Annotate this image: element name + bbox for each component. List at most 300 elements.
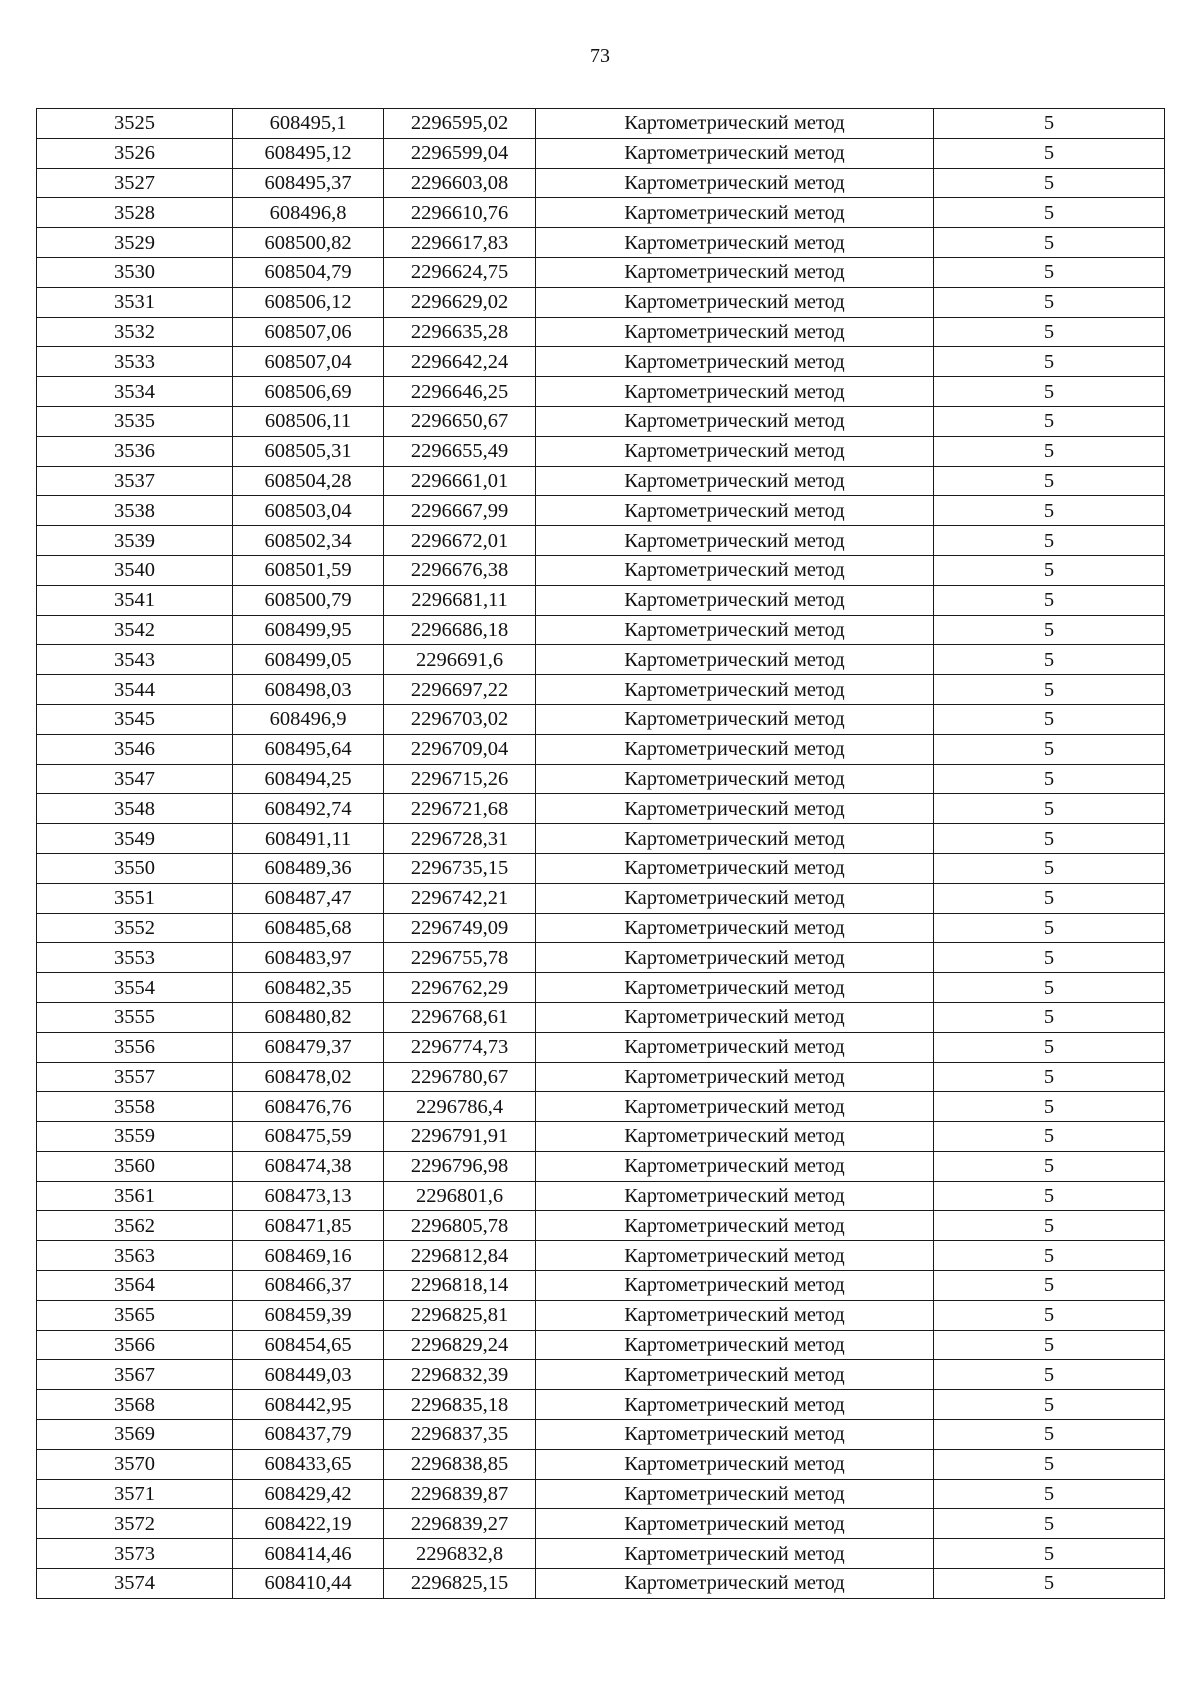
table-row bbox=[37, 1062, 1165, 1092]
accuracy-cell: 5 bbox=[934, 1479, 1165, 1509]
point-number-cell: 3531 bbox=[37, 287, 233, 317]
table-row bbox=[37, 585, 1165, 615]
point-number-cell: 3536 bbox=[37, 436, 233, 466]
y-coordinate-cell: 2296837,35 bbox=[384, 1420, 536, 1450]
method-cell: Картометрический метод bbox=[536, 1479, 934, 1509]
accuracy-cell: 5 bbox=[934, 1211, 1165, 1241]
accuracy-cell: 5 bbox=[934, 228, 1165, 258]
y-coordinate-cell: 2296832,8 bbox=[384, 1539, 536, 1569]
point-number-cell: 3538 bbox=[37, 496, 233, 526]
point-number-cell: 3543 bbox=[37, 645, 233, 675]
method-cell: Картометрический метод bbox=[536, 1002, 934, 1032]
x-coordinate-cell: 608466,37 bbox=[233, 1271, 384, 1301]
accuracy-cell: 5 bbox=[934, 1330, 1165, 1360]
point-number-cell: 3570 bbox=[37, 1449, 233, 1479]
accuracy-cell: 5 bbox=[934, 1569, 1165, 1599]
accuracy-cell: 5 bbox=[934, 377, 1165, 407]
method-cell: Картометрический метод bbox=[536, 794, 934, 824]
y-coordinate-cell: 2296715,26 bbox=[384, 764, 536, 794]
x-coordinate-cell: 608505,31 bbox=[233, 436, 384, 466]
x-coordinate-cell: 608475,59 bbox=[233, 1122, 384, 1152]
accuracy-cell: 5 bbox=[934, 853, 1165, 883]
table-row bbox=[37, 1032, 1165, 1062]
point-number-cell: 3529 bbox=[37, 228, 233, 258]
x-coordinate-cell: 608485,68 bbox=[233, 913, 384, 943]
x-coordinate-cell: 608480,82 bbox=[233, 1002, 384, 1032]
y-coordinate-cell: 2296774,73 bbox=[384, 1032, 536, 1062]
accuracy-cell: 5 bbox=[934, 168, 1165, 198]
x-coordinate-cell: 608496,8 bbox=[233, 198, 384, 228]
y-coordinate-cell: 2296818,14 bbox=[384, 1271, 536, 1301]
y-coordinate-cell: 2296672,01 bbox=[384, 526, 536, 556]
point-number-cell: 3530 bbox=[37, 257, 233, 287]
table-row bbox=[37, 615, 1165, 645]
y-coordinate-cell: 2296595,02 bbox=[384, 109, 536, 139]
y-coordinate-cell: 2296728,31 bbox=[384, 824, 536, 854]
x-coordinate-cell: 608495,37 bbox=[233, 168, 384, 198]
y-coordinate-cell: 2296686,18 bbox=[384, 615, 536, 645]
y-coordinate-cell: 2296655,49 bbox=[384, 436, 536, 466]
accuracy-cell: 5 bbox=[934, 1181, 1165, 1211]
y-coordinate-cell: 2296681,11 bbox=[384, 585, 536, 615]
table-row bbox=[37, 1360, 1165, 1390]
method-cell: Картометрический метод bbox=[536, 973, 934, 1003]
accuracy-cell: 5 bbox=[934, 109, 1165, 139]
table-row bbox=[37, 1151, 1165, 1181]
y-coordinate-cell: 2296610,76 bbox=[384, 198, 536, 228]
table-row bbox=[37, 675, 1165, 705]
method-cell: Картометрический метод bbox=[536, 347, 934, 377]
x-coordinate-cell: 608433,65 bbox=[233, 1449, 384, 1479]
coordinates-table-body bbox=[37, 109, 1165, 1599]
y-coordinate-cell: 2296749,09 bbox=[384, 913, 536, 943]
method-cell: Картометрический метод bbox=[536, 1032, 934, 1062]
method-cell: Картометрический метод bbox=[536, 1509, 934, 1539]
table-row bbox=[37, 824, 1165, 854]
x-coordinate-cell: 608500,79 bbox=[233, 585, 384, 615]
x-coordinate-cell: 608499,05 bbox=[233, 645, 384, 675]
table-row bbox=[37, 526, 1165, 556]
point-number-cell: 3544 bbox=[37, 675, 233, 705]
method-cell: Картометрический метод bbox=[536, 1092, 934, 1122]
x-coordinate-cell: 608414,46 bbox=[233, 1539, 384, 1569]
y-coordinate-cell: 2296786,4 bbox=[384, 1092, 536, 1122]
x-coordinate-cell: 608507,06 bbox=[233, 317, 384, 347]
method-cell: Картометрический метод bbox=[536, 1569, 934, 1599]
table-row bbox=[37, 436, 1165, 466]
method-cell: Картометрический метод bbox=[536, 377, 934, 407]
y-coordinate-cell: 2296805,78 bbox=[384, 1211, 536, 1241]
point-number-cell: 3546 bbox=[37, 734, 233, 764]
point-number-cell: 3572 bbox=[37, 1509, 233, 1539]
x-coordinate-cell: 608503,04 bbox=[233, 496, 384, 526]
x-coordinate-cell: 608495,12 bbox=[233, 138, 384, 168]
point-number-cell: 3541 bbox=[37, 585, 233, 615]
method-cell: Картометрический метод bbox=[536, 1539, 934, 1569]
y-coordinate-cell: 2296838,85 bbox=[384, 1449, 536, 1479]
accuracy-cell: 5 bbox=[934, 704, 1165, 734]
y-coordinate-cell: 2296755,78 bbox=[384, 943, 536, 973]
x-coordinate-cell: 608454,65 bbox=[233, 1330, 384, 1360]
y-coordinate-cell: 2296650,67 bbox=[384, 406, 536, 436]
table-row bbox=[37, 1420, 1165, 1450]
point-number-cell: 3551 bbox=[37, 883, 233, 913]
method-cell: Картометрический метод bbox=[536, 1241, 934, 1271]
table-row bbox=[37, 913, 1165, 943]
point-number-cell: 3545 bbox=[37, 704, 233, 734]
method-cell: Картометрический метод bbox=[536, 824, 934, 854]
point-number-cell: 3528 bbox=[37, 198, 233, 228]
y-coordinate-cell: 2296721,68 bbox=[384, 794, 536, 824]
method-cell: Картометрический метод bbox=[536, 257, 934, 287]
method-cell: Картометрический метод bbox=[536, 436, 934, 466]
y-coordinate-cell: 2296697,22 bbox=[384, 675, 536, 705]
x-coordinate-cell: 608442,95 bbox=[233, 1390, 384, 1420]
x-coordinate-cell: 608507,04 bbox=[233, 347, 384, 377]
x-coordinate-cell: 608489,36 bbox=[233, 853, 384, 883]
table-row bbox=[37, 883, 1165, 913]
accuracy-cell: 5 bbox=[934, 585, 1165, 615]
point-number-cell: 3532 bbox=[37, 317, 233, 347]
table-row bbox=[37, 1479, 1165, 1509]
accuracy-cell: 5 bbox=[934, 645, 1165, 675]
x-coordinate-cell: 608459,39 bbox=[233, 1300, 384, 1330]
accuracy-cell: 5 bbox=[934, 764, 1165, 794]
y-coordinate-cell: 2296825,81 bbox=[384, 1300, 536, 1330]
method-cell: Картометрический метод bbox=[536, 1151, 934, 1181]
accuracy-cell: 5 bbox=[934, 466, 1165, 496]
method-cell: Картометрический метод bbox=[536, 1390, 934, 1420]
accuracy-cell: 5 bbox=[934, 675, 1165, 705]
y-coordinate-cell: 2296768,61 bbox=[384, 1002, 536, 1032]
point-number-cell: 3561 bbox=[37, 1181, 233, 1211]
table-row bbox=[37, 377, 1165, 407]
method-cell: Картометрический метод bbox=[536, 1449, 934, 1479]
method-cell: Картометрический метод bbox=[536, 913, 934, 943]
y-coordinate-cell: 2296839,87 bbox=[384, 1479, 536, 1509]
y-coordinate-cell: 2296599,04 bbox=[384, 138, 536, 168]
point-number-cell: 3574 bbox=[37, 1569, 233, 1599]
point-number-cell: 3557 bbox=[37, 1062, 233, 1092]
accuracy-cell: 5 bbox=[934, 1032, 1165, 1062]
x-coordinate-cell: 608429,42 bbox=[233, 1479, 384, 1509]
point-number-cell: 3550 bbox=[37, 853, 233, 883]
table-row bbox=[37, 1509, 1165, 1539]
point-number-cell: 3537 bbox=[37, 466, 233, 496]
method-cell: Картометрический метод bbox=[536, 675, 934, 705]
y-coordinate-cell: 2296832,39 bbox=[384, 1360, 536, 1390]
point-number-cell: 3525 bbox=[37, 109, 233, 139]
method-cell: Картометрический метод bbox=[536, 1330, 934, 1360]
accuracy-cell: 5 bbox=[934, 526, 1165, 556]
y-coordinate-cell: 2296791,91 bbox=[384, 1122, 536, 1152]
y-coordinate-cell: 2296829,24 bbox=[384, 1330, 536, 1360]
accuracy-cell: 5 bbox=[934, 1002, 1165, 1032]
y-coordinate-cell: 2296676,38 bbox=[384, 555, 536, 585]
y-coordinate-cell: 2296835,18 bbox=[384, 1390, 536, 1420]
x-coordinate-cell: 608483,97 bbox=[233, 943, 384, 973]
point-number-cell: 3569 bbox=[37, 1420, 233, 1450]
table-row bbox=[37, 287, 1165, 317]
x-coordinate-cell: 608479,37 bbox=[233, 1032, 384, 1062]
point-number-cell: 3565 bbox=[37, 1300, 233, 1330]
table-row bbox=[37, 1569, 1165, 1599]
y-coordinate-cell: 2296629,02 bbox=[384, 287, 536, 317]
x-coordinate-cell: 608449,03 bbox=[233, 1360, 384, 1390]
point-number-cell: 3552 bbox=[37, 913, 233, 943]
method-cell: Картометрический метод bbox=[536, 704, 934, 734]
method-cell: Картометрический метод bbox=[536, 943, 934, 973]
table-row bbox=[37, 198, 1165, 228]
table-row bbox=[37, 973, 1165, 1003]
point-number-cell: 3548 bbox=[37, 794, 233, 824]
method-cell: Картометрический метод bbox=[536, 764, 934, 794]
accuracy-cell: 5 bbox=[934, 1241, 1165, 1271]
point-number-cell: 3558 bbox=[37, 1092, 233, 1122]
point-number-cell: 3571 bbox=[37, 1479, 233, 1509]
page-number: 73 bbox=[590, 45, 610, 67]
accuracy-cell: 5 bbox=[934, 257, 1165, 287]
accuracy-cell: 5 bbox=[934, 496, 1165, 526]
x-coordinate-cell: 608476,76 bbox=[233, 1092, 384, 1122]
table-row bbox=[37, 109, 1165, 139]
y-coordinate-cell: 2296742,21 bbox=[384, 883, 536, 913]
x-coordinate-cell: 608506,69 bbox=[233, 377, 384, 407]
method-cell: Картометрический метод bbox=[536, 466, 934, 496]
table-row bbox=[37, 1390, 1165, 1420]
accuracy-cell: 5 bbox=[934, 1509, 1165, 1539]
method-cell: Картометрический метод bbox=[536, 287, 934, 317]
accuracy-cell: 5 bbox=[934, 436, 1165, 466]
y-coordinate-cell: 2296796,98 bbox=[384, 1151, 536, 1181]
y-coordinate-cell: 2296825,15 bbox=[384, 1569, 536, 1599]
point-number-cell: 3553 bbox=[37, 943, 233, 973]
x-coordinate-cell: 608496,9 bbox=[233, 704, 384, 734]
method-cell: Картометрический метод bbox=[536, 1062, 934, 1092]
x-coordinate-cell: 608478,02 bbox=[233, 1062, 384, 1092]
y-coordinate-cell: 2296801,6 bbox=[384, 1181, 536, 1211]
table-row bbox=[37, 228, 1165, 258]
table-row bbox=[37, 764, 1165, 794]
accuracy-cell: 5 bbox=[934, 1360, 1165, 1390]
table-row bbox=[37, 1449, 1165, 1479]
point-number-cell: 3567 bbox=[37, 1360, 233, 1390]
method-cell: Картометрический метод bbox=[536, 1360, 934, 1390]
accuracy-cell: 5 bbox=[934, 1539, 1165, 1569]
y-coordinate-cell: 2296762,29 bbox=[384, 973, 536, 1003]
method-cell: Картометрический метод bbox=[536, 645, 934, 675]
x-coordinate-cell: 608474,38 bbox=[233, 1151, 384, 1181]
point-number-cell: 3549 bbox=[37, 824, 233, 854]
table-row bbox=[37, 1330, 1165, 1360]
accuracy-cell: 5 bbox=[934, 198, 1165, 228]
accuracy-cell: 5 bbox=[934, 1122, 1165, 1152]
accuracy-cell: 5 bbox=[934, 734, 1165, 764]
table-row bbox=[37, 853, 1165, 883]
table-row bbox=[37, 645, 1165, 675]
method-cell: Картометрический метод bbox=[536, 228, 934, 258]
method-cell: Картометрический метод bbox=[536, 853, 934, 883]
table-row bbox=[37, 317, 1165, 347]
point-number-cell: 3563 bbox=[37, 1241, 233, 1271]
method-cell: Картометрический метод bbox=[536, 1420, 934, 1450]
accuracy-cell: 5 bbox=[934, 555, 1165, 585]
accuracy-cell: 5 bbox=[934, 1420, 1165, 1450]
method-cell: Картометрический метод bbox=[536, 406, 934, 436]
method-cell: Картометрический метод bbox=[536, 168, 934, 198]
x-coordinate-cell: 608498,03 bbox=[233, 675, 384, 705]
accuracy-cell: 5 bbox=[934, 913, 1165, 943]
table-row bbox=[37, 168, 1165, 198]
table-row bbox=[37, 704, 1165, 734]
y-coordinate-cell: 2296839,27 bbox=[384, 1509, 536, 1539]
x-coordinate-cell: 608500,82 bbox=[233, 228, 384, 258]
accuracy-cell: 5 bbox=[934, 317, 1165, 347]
point-number-cell: 3555 bbox=[37, 1002, 233, 1032]
method-cell: Картометрический метод bbox=[536, 138, 934, 168]
y-coordinate-cell: 2296603,08 bbox=[384, 168, 536, 198]
table-row bbox=[37, 1181, 1165, 1211]
table-row bbox=[37, 138, 1165, 168]
method-cell: Картометрический метод bbox=[536, 198, 934, 228]
table-row bbox=[37, 734, 1165, 764]
method-cell: Картометрический метод bbox=[536, 109, 934, 139]
y-coordinate-cell: 2296691,6 bbox=[384, 645, 536, 675]
method-cell: Картометрический метод bbox=[536, 1271, 934, 1301]
point-number-cell: 3566 bbox=[37, 1330, 233, 1360]
y-coordinate-cell: 2296812,84 bbox=[384, 1241, 536, 1271]
x-coordinate-cell: 608491,11 bbox=[233, 824, 384, 854]
x-coordinate-cell: 608487,47 bbox=[233, 883, 384, 913]
table-row bbox=[37, 943, 1165, 973]
point-number-cell: 3556 bbox=[37, 1032, 233, 1062]
point-number-cell: 3534 bbox=[37, 377, 233, 407]
accuracy-cell: 5 bbox=[934, 1062, 1165, 1092]
y-coordinate-cell: 2296617,83 bbox=[384, 228, 536, 258]
x-coordinate-cell: 608506,11 bbox=[233, 406, 384, 436]
x-coordinate-cell: 608437,79 bbox=[233, 1420, 384, 1450]
x-coordinate-cell: 608495,64 bbox=[233, 734, 384, 764]
method-cell: Картометрический метод bbox=[536, 585, 934, 615]
coordinates-table bbox=[36, 108, 1165, 1599]
accuracy-cell: 5 bbox=[934, 824, 1165, 854]
accuracy-cell: 5 bbox=[934, 615, 1165, 645]
x-coordinate-cell: 608492,74 bbox=[233, 794, 384, 824]
y-coordinate-cell: 2296646,25 bbox=[384, 377, 536, 407]
method-cell: Картометрический метод bbox=[536, 1181, 934, 1211]
method-cell: Картометрический метод bbox=[536, 1300, 934, 1330]
x-coordinate-cell: 608482,35 bbox=[233, 973, 384, 1003]
point-number-cell: 3547 bbox=[37, 764, 233, 794]
y-coordinate-cell: 2296635,28 bbox=[384, 317, 536, 347]
y-coordinate-cell: 2296703,02 bbox=[384, 704, 536, 734]
table-row bbox=[37, 257, 1165, 287]
method-cell: Картометрический метод bbox=[536, 526, 934, 556]
table-row bbox=[37, 1271, 1165, 1301]
method-cell: Картометрический метод bbox=[536, 1122, 934, 1152]
table-row bbox=[37, 466, 1165, 496]
accuracy-cell: 5 bbox=[934, 1271, 1165, 1301]
y-coordinate-cell: 2296661,01 bbox=[384, 466, 536, 496]
accuracy-cell: 5 bbox=[934, 943, 1165, 973]
method-cell: Картометрический метод bbox=[536, 555, 934, 585]
x-coordinate-cell: 608410,44 bbox=[233, 1569, 384, 1599]
point-number-cell: 3542 bbox=[37, 615, 233, 645]
x-coordinate-cell: 608504,28 bbox=[233, 466, 384, 496]
x-coordinate-cell: 608502,34 bbox=[233, 526, 384, 556]
method-cell: Картометрический метод bbox=[536, 1211, 934, 1241]
point-number-cell: 3540 bbox=[37, 555, 233, 585]
accuracy-cell: 5 bbox=[934, 138, 1165, 168]
table-row bbox=[37, 1539, 1165, 1569]
table-row bbox=[37, 1241, 1165, 1271]
table-row bbox=[37, 1092, 1165, 1122]
x-coordinate-cell: 608495,1 bbox=[233, 109, 384, 139]
y-coordinate-cell: 2296735,15 bbox=[384, 853, 536, 883]
table-row bbox=[37, 1211, 1165, 1241]
table-row bbox=[37, 555, 1165, 585]
accuracy-cell: 5 bbox=[934, 1092, 1165, 1122]
method-cell: Картометрический метод bbox=[536, 883, 934, 913]
point-number-cell: 3554 bbox=[37, 973, 233, 1003]
accuracy-cell: 5 bbox=[934, 406, 1165, 436]
accuracy-cell: 5 bbox=[934, 794, 1165, 824]
point-number-cell: 3526 bbox=[37, 138, 233, 168]
point-number-cell: 3564 bbox=[37, 1271, 233, 1301]
x-coordinate-cell: 608494,25 bbox=[233, 764, 384, 794]
x-coordinate-cell: 608501,59 bbox=[233, 555, 384, 585]
x-coordinate-cell: 608506,12 bbox=[233, 287, 384, 317]
x-coordinate-cell: 608473,13 bbox=[233, 1181, 384, 1211]
point-number-cell: 3533 bbox=[37, 347, 233, 377]
table-row bbox=[37, 496, 1165, 526]
x-coordinate-cell: 608499,95 bbox=[233, 615, 384, 645]
accuracy-cell: 5 bbox=[934, 1390, 1165, 1420]
accuracy-cell: 5 bbox=[934, 1300, 1165, 1330]
table-row bbox=[37, 1122, 1165, 1152]
y-coordinate-cell: 2296780,67 bbox=[384, 1062, 536, 1092]
method-cell: Картометрический метод bbox=[536, 734, 934, 764]
x-coordinate-cell: 608504,79 bbox=[233, 257, 384, 287]
accuracy-cell: 5 bbox=[934, 883, 1165, 913]
point-number-cell: 3573 bbox=[37, 1539, 233, 1569]
point-number-cell: 3527 bbox=[37, 168, 233, 198]
method-cell: Картометрический метод bbox=[536, 317, 934, 347]
accuracy-cell: 5 bbox=[934, 1449, 1165, 1479]
y-coordinate-cell: 2296667,99 bbox=[384, 496, 536, 526]
y-coordinate-cell: 2296709,04 bbox=[384, 734, 536, 764]
accuracy-cell: 5 bbox=[934, 1151, 1165, 1181]
y-coordinate-cell: 2296642,24 bbox=[384, 347, 536, 377]
point-number-cell: 3568 bbox=[37, 1390, 233, 1420]
x-coordinate-cell: 608471,85 bbox=[233, 1211, 384, 1241]
table-row bbox=[37, 794, 1165, 824]
table-row bbox=[37, 347, 1165, 377]
accuracy-cell: 5 bbox=[934, 973, 1165, 1003]
point-number-cell: 3562 bbox=[37, 1211, 233, 1241]
x-coordinate-cell: 608422,19 bbox=[233, 1509, 384, 1539]
accuracy-cell: 5 bbox=[934, 347, 1165, 377]
table-row bbox=[37, 1002, 1165, 1032]
method-cell: Картометрический метод bbox=[536, 615, 934, 645]
point-number-cell: 3535 bbox=[37, 406, 233, 436]
x-coordinate-cell: 608469,16 bbox=[233, 1241, 384, 1271]
point-number-cell: 3560 bbox=[37, 1151, 233, 1181]
point-number-cell: 3539 bbox=[37, 526, 233, 556]
method-cell: Картометрический метод bbox=[536, 496, 934, 526]
point-number-cell: 3559 bbox=[37, 1122, 233, 1152]
y-coordinate-cell: 2296624,75 bbox=[384, 257, 536, 287]
